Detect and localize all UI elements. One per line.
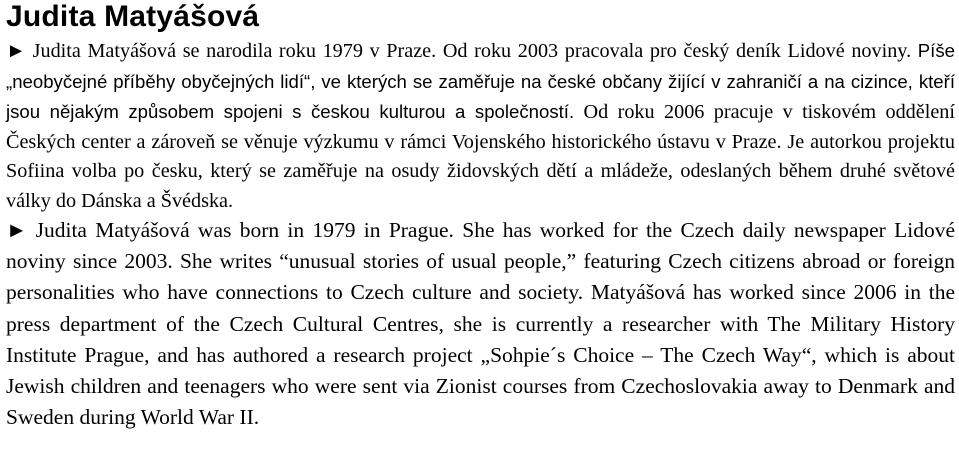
czech-sentence-3: Od roku 2006 pracuje v tiskovém oddělení Českých center a zároveň se věnuje výzkumu v rámci Vojenského historického ústavu v Praze.: [6, 101, 955, 153]
czech-sentence-2: Píše „neobyčejné příběhy obyčejných lidí“, ve kterých se zaměřuje na české občany žijící v zahraničí a na cizince, kteří jsou nějakým způsobem spojeni s českou kulturou a společností.: [6, 40, 955, 122]
english-paragraph: [6, 215, 955, 433]
english-sentence-4: Matyášová has worked since 2006 in the press department of the Czech Cultural Centres, she is currently a researcher with The Military History Institute Prague, and has authored a research project „Sohpie´s Choice – The Czech Way“, which is about Jewish children and teenagers who were sent via Zionist courses from Czechoslovakia away to Denmark and Sweden during World War II.: [6, 280, 956, 430]
english-sentence-2: She has worked for the Czech daily newspaper Lidové noviny since 2003.: [6, 218, 956, 274]
czech-sentence-1: Judita Matyášová se narodila roku 1979 v Praze. Od roku 2003 pracovala pro český deník Lidové noviny.: [32, 40, 912, 62]
czech-sentence-4: Je autorkou projektu Sofiina volba po česku, který se zaměřuje na osudy židovských dětí a mládeže, odeslaných během druhé světové války do Dánska a Švédska.: [6, 130, 955, 212]
page-title: Judita Matyášová: [6, 0, 260, 33]
english-sentence-3: She writes “unusual stories of usual people,” featuring Czech citizens abroad or foreign personalities who have connections to Czech culture and society.: [6, 249, 956, 305]
bullet-arrow-icon: ►: [6, 40, 26, 62]
czech-paragraph: [6, 36, 955, 216]
bullet-arrow-icon: ►: [6, 218, 28, 242]
english-sentence-1: Judita Matyášová was born in 1979 in Prague.: [35, 218, 454, 242]
